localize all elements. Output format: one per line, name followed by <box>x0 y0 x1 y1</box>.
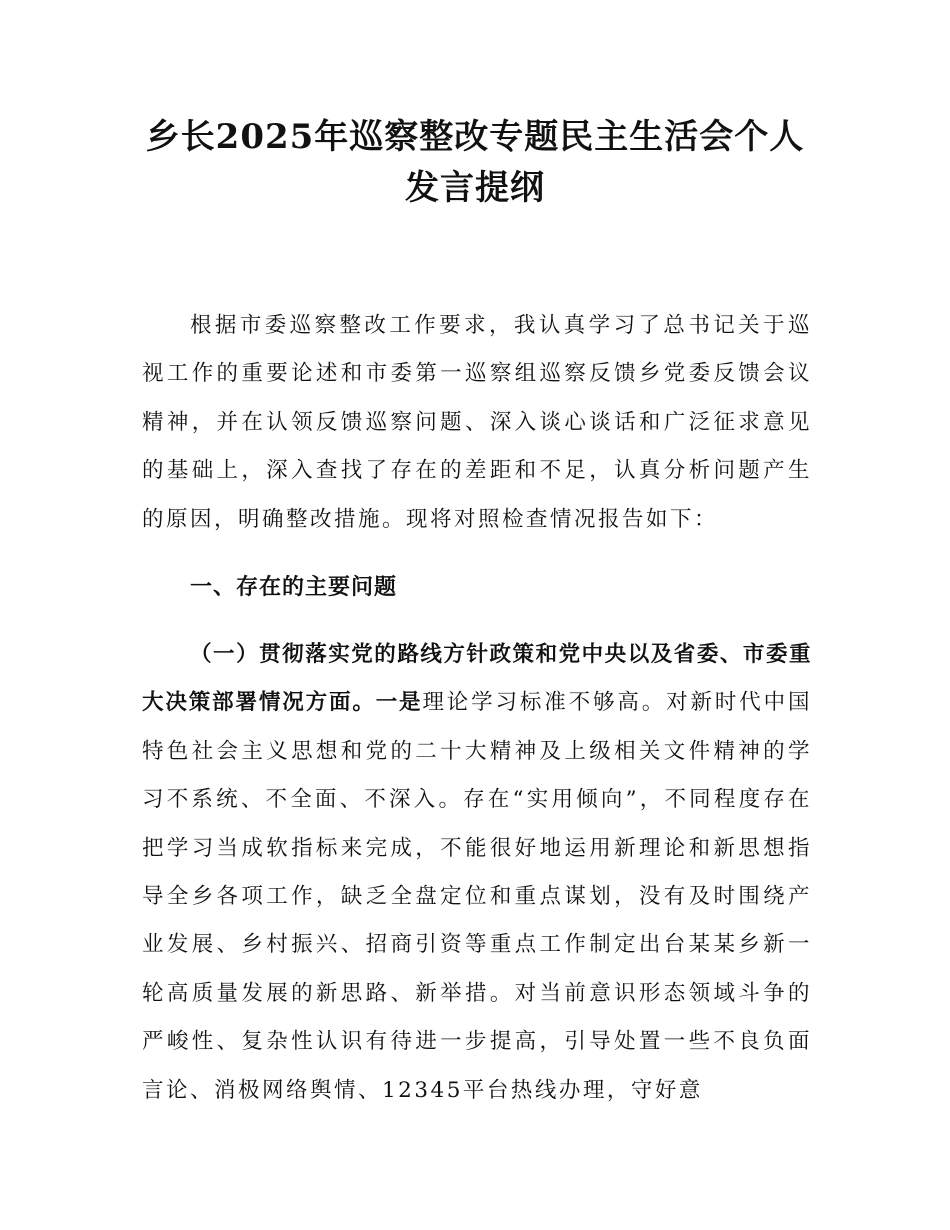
document-title: 乡长2025年巡察整改专题民主生活会个人发言提纲 <box>145 117 805 208</box>
section-1-lead: 一是 <box>375 690 423 716</box>
section-1-heading: （一）贯彻落实党的路线方针政策和党中央以及省委、市委重大决策部署情况方面。 <box>142 642 812 716</box>
section-1-paragraph <box>142 631 812 1115</box>
section-1-text: 理论学习标准不够高。对新时代中国特色社会主义思想和党的二十大精神及上级相关文件精神的学习不系统、不全面、不深入。存在“实用倾向”，不同程度存在把学习当成软指标来完成，不能很好地运用新理论和新思想指导全乡各项工作，缺乏全盘定位和重点谋划，没有及时围绕产业发展、乡村振兴、招商引资等重点工作制定出台某某乡新一轮高质量发展的新思路、新举措。对当前意识形态领域斗争的严峻性、复杂性认识有待进一步提高，引导处置一些不良负面言论、消极网络舆情、12345平台热线办理，守好意 <box>142 690 812 1103</box>
section-heading-main-problems: 一、存在的主要问题 <box>190 575 398 600</box>
intro-paragraph: 根据市委巡察整改工作要求，我认真学习了总书记关于巡视工作的重要论述和市委第一巡察组巡察反馈乡党委反馈会议精神，并在认领反馈巡察问题、深入谈心谈话和广泛征求意见的基础上，深入查找了存在的差距和不足，认真分析问题产生的原因，明确整改措施。现将对照检查情况报告如下： <box>142 313 812 532</box>
